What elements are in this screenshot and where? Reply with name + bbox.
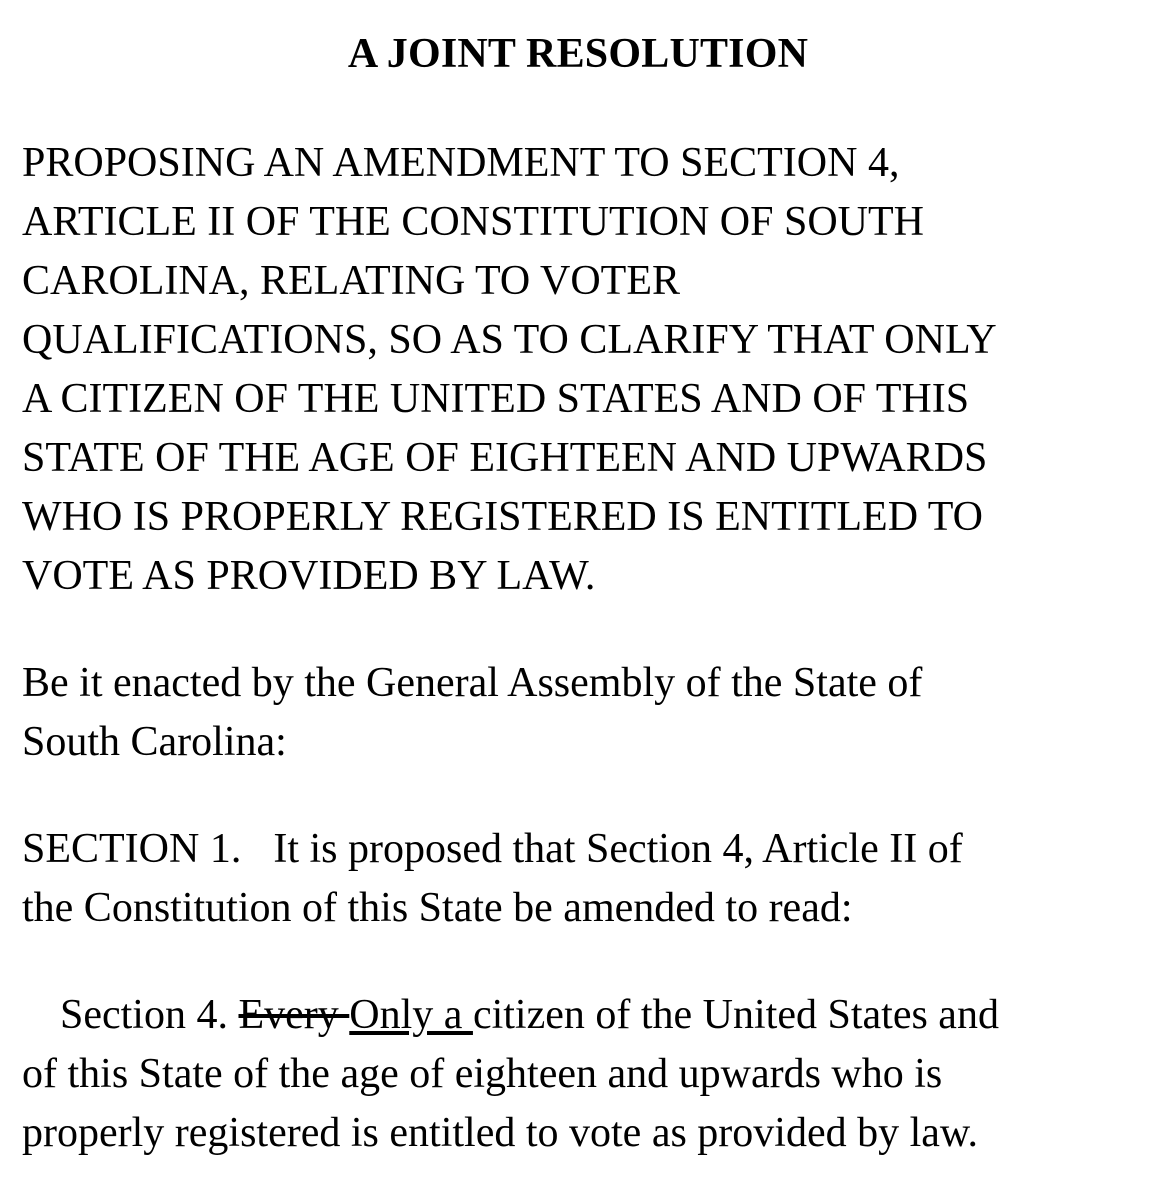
- purpose-line: PROPOSING AN AMENDMENT TO SECTION 4,: [22, 140, 900, 186]
- struck-text: Every: [238, 992, 350, 1038]
- section-1-line: [22, 820, 1138, 879]
- purpose-line: STATE OF THE AGE OF EIGHTEEN AND UPWARDS: [22, 435, 988, 481]
- purpose-line: QUALIFICATIONS, SO AS TO CLARIFY THAT ONLY: [22, 317, 997, 363]
- enacting-clause: [22, 654, 1138, 772]
- section-4-label: Section 4.: [60, 992, 228, 1038]
- enacting-line: South Carolina:: [22, 719, 287, 765]
- section-4-text: citizen of the United States and: [472, 992, 999, 1038]
- section-1: [22, 820, 1138, 938]
- purpose-line: ARTICLE II OF THE CONSTITUTION OF SOUTH: [22, 199, 924, 245]
- document-title: A JOINT RESOLUTION: [347, 31, 809, 77]
- purpose-line: WHO IS PROPERLY REGISTERED IS ENTITLED TO: [22, 494, 983, 540]
- enacting-line: Be it enacted by the General Assembly of the State of: [22, 660, 923, 706]
- section-1-text: It is proposed that Section 4, Article II of: [273, 826, 963, 872]
- purpose-line: CAROLINA, RELATING TO VOTER: [22, 258, 680, 304]
- purpose-line: A CITIZEN OF THE UNITED STATES AND OF THIS: [22, 376, 970, 422]
- purpose-line: VOTE AS PROVIDED BY LAW.: [22, 553, 596, 599]
- section-4-line: [22, 986, 1138, 1045]
- section-4-amendment: [22, 986, 1138, 1163]
- resolution-purpose: [22, 134, 1138, 606]
- inserted-text: Only a: [349, 992, 473, 1038]
- section-4-line: properly registered is entitled to vote as provided by law.: [22, 1110, 979, 1156]
- section-1-line: the Constitution of this State be amended to read:: [22, 885, 853, 931]
- section-1-label: SECTION 1.: [22, 826, 242, 872]
- section-4-line: of this State of the age of eighteen and upwards who is: [22, 1051, 943, 1097]
